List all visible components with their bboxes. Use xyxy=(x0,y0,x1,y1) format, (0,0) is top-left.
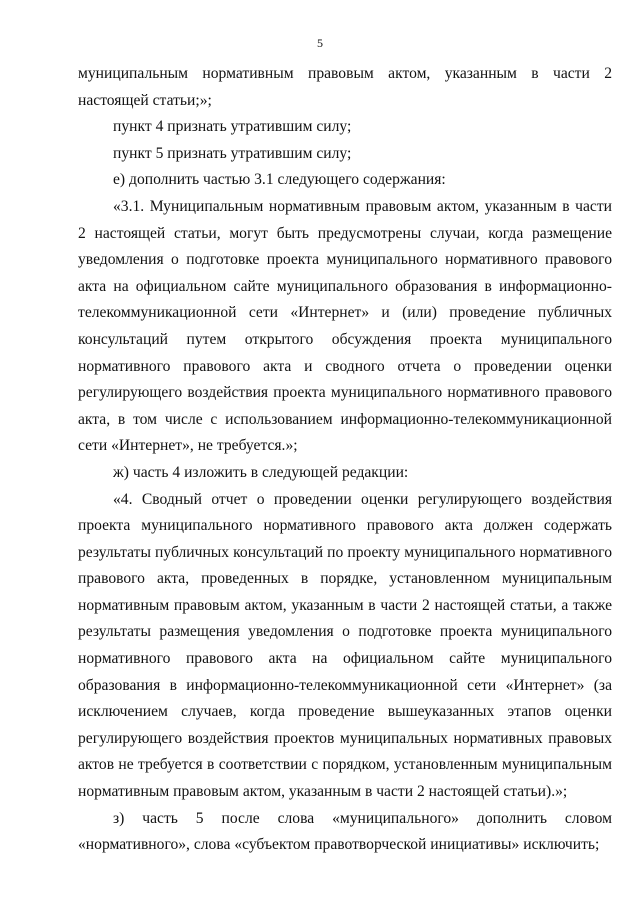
paragraph-amendment-z: з) часть 5 после слова «муниципального» дополнить словом «нормативного», слова «субъектом правотворческой инициативы» исключить; xyxy=(78,809,612,854)
paragraph-continuation: муниципальным нормативным правовым актом, указанным в части 2 настоящей статьи;»; xyxy=(78,65,612,109)
page-number: 5 xyxy=(317,36,323,50)
paragraph-item-4: пункт 4 признать утратившим силу; xyxy=(113,118,352,136)
paragraph-part-3-1: «3.1. Муниципальным нормативным правовым актом, указанным в части 2 настоящей статьи, могут быть предусмотрены случаи, когда размещение уведомления о подготовке проекта муниципального нормативного правового акта на официальном сайте муниципального образования в информационно-телекоммуникационной сети «Интернет» и (или) проведение публичных консультаций путем открытого обсуждения проекта муниципального нормативного правового акта и сводного отчета о проведении оценки регулирующего воздействия проекта муниципального нормативного правового акта, в том числе с использованием информационно-телекоммуникационной сети «Интернет», не требуется.»; xyxy=(78,197,612,455)
paragraph-amendment-zh: ж) часть 4 изложить в следующей редакции: xyxy=(113,463,409,481)
paragraph-part-4: «4. Сводный отчет о проведении оценки регулирующего воздействия проекта муниципального нормативного правового акта должен содержать результаты публичных консультаций по проекту муниципального нормативного правового акта, проведенных в порядке, установленном муниципальным нормативным правовым актом, указанным в части 2 настоящей статьи, а также результаты размещения уведомления о подготовке проекта муниципального нормативного правового акта на официальном сайте муниципального образования в информационно-телекоммуникационной сети «Интернет» (за исключением случаев, когда проведение вышеуказанных этапов оценки регулирующего воздействия проектов муниципальных нормативных правовых актов не требуется в соответствии с порядком, установленным муниципальным нормативным правовым актом, указанным в части 2 настоящей статьи).»; xyxy=(78,490,612,801)
document-body xyxy=(78,61,612,859)
paragraph-item-5: пункт 5 признать утратившим силу; xyxy=(113,144,352,162)
paragraph-amendment-e: е) дополнить частью 3.1 следующего содержания: xyxy=(113,171,446,189)
